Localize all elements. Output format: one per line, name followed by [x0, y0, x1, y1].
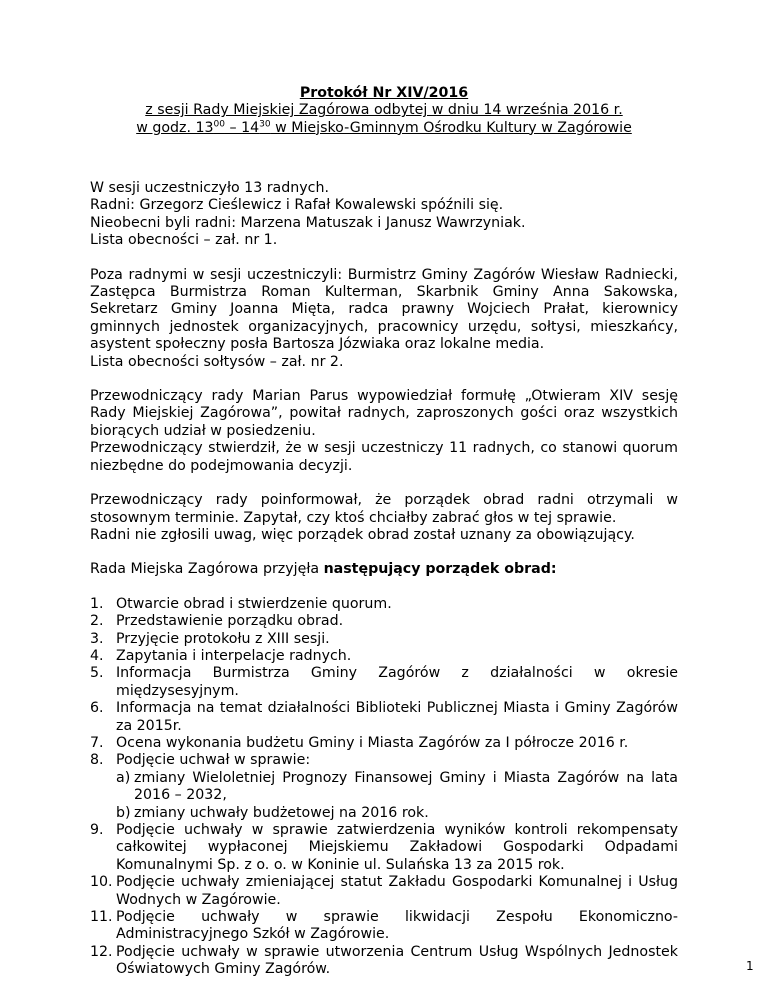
document-title: Protokół Nr XIV/2016 [299, 85, 469, 101]
session-time-place-line: w godz. $13^{00} - 14^{30}$ w Miejsko-Gminnym Ośrodku Kultury w Zagórowie [136, 119, 632, 136]
agenda-subitem: a) zmiany Wieloletniej Prognozy Finansowej Gminy i Miasta Zagórów na lata 2016 – 2032, [116, 769, 678, 804]
agenda-item: 6. Informacja na temat działalności Biblioteki Publicznej Miasta i Gminy Zagórów za 2015r. [90, 700, 678, 734]
agenda-item: 9. Podjęcie uchwały w sprawie zatwierdzenia wyników kontroli rekompensaty całkowitej wypłaconej Miejskiemu Zakładowi Gospodarki Odpadami Komunalnymi Sp. z o. o. w Koninie ul. Sulańska 13 za 2015 rok. [90, 822, 678, 873]
agenda-item: 12. Podjęcie uchwały w sprawie utworzenia Centrum Usług Wspólnych Jednostek Oświatowych Gminy Zagórów. [90, 943, 678, 978]
agenda-sublist [116, 770, 678, 822]
agenda-item: 2. Przedstawienie porządku obrad. [90, 613, 344, 630]
agenda-intro: Rada Miejska Zagórowa przyjęła następujący porządek obrad: [90, 561, 557, 578]
agenda-item: 8. Podjęcie uchwał w sprawie: a) zmiany Wieloletniej Prognozy Finansowej Gminy i Miasta Zagórów na lata 2016 – 2032, b) zmiany uchwały budżetowej na 2016 rok. [90, 752, 678, 821]
agenda-item: 3. Przyjęcie protokołu z XIII sesji. [90, 630, 330, 647]
agenda-item: 10. Podjęcie uchwały zmieniającej statut Zakładu Gospodarki Komunalnej i Usług Wodnych w Zagórowie. [90, 874, 678, 908]
agenda-item: 4. Zapytania i interpelacje radnych. [90, 647, 352, 664]
page-number: 1 [746, 959, 754, 973]
opening-paragraph: Przewodniczący rady Marian Parus wypowiedział formułę „Otwieram XIV sesję Rady Miejskiej Zagórowa”, powitał radnych, zaproszonych gości oraz wszystkich biorących udział w posiedzeniu. Przewodniczący stwierdził, że w sesji uczestniczy 11 radnych, co stanowi quorum niezbędne do podejmowania decyzji. [90, 388, 678, 474]
agenda-subitem: b) zmiany uchwały budżetowej na 2016 rok. [116, 804, 429, 821]
agenda-item: 11. Podjęcie uchwały w sprawie likwidacji Zespołu Ekonomiczno-Administracyjnego Szkół w Zagórowie. [90, 909, 678, 943]
agenda-item: 1. Otwarcie obrad i stwierdzenie quorum. [90, 595, 392, 612]
guests-paragraph: Poza radnymi w sesji uczestniczyli: Burmistrz Gminy Zagórów Wiesław Radniecki, Zastępca Burmistrza Roman Kulterman, Skarbnik Gminy Anna Sakowska, Sekretarz Gminy Joanna Mięta, radca prawny Wojciech Prałat, kierownicy gminnych jednostek organizacyjnych, pracownicy urzędu, sołtysi, mieszkańcy, asystent społeczny posła Bartosza Józwiaka oraz lokalne media. Lista obecności sołtysów – zał. nr 2. [90, 266, 678, 370]
agenda-item: 7. Ocena wykonania budżetu Gminy i Miasta Zagórów za I półrocze 2016 r. [90, 734, 629, 751]
session-info-line: z sesji Rady Miejskiej Zagórowa odbytej w dniu 14 września 2016 r. [145, 102, 623, 119]
agenda-approval-paragraph: Przewodniczący rady poinformował, że porządek obrad radni otrzymali w stosownym terminie. Zapytał, czy ktoś chciałby zabrać głos w tej sprawie. Radni nie zgłosili uwag, więc porządek obrad został uznany za obowiązujący. [90, 492, 678, 543]
agenda-list [90, 596, 678, 979]
agenda-item: 5. Informacja Burmistrza Gminy Zagórów z działalności w okresie międzysesyjnym. [90, 665, 678, 699]
document-body [90, 180, 678, 979]
attendance-paragraph: W sesji uczestniczyło 13 radnych. Radni: Grzegorz Cieślewicz i Rafał Kowalewski spóźnili się. Nieobecni byli radni: Marzena Matuszak i Janusz Wawrzyniak. Lista obecności – zał. nr 1. [90, 180, 526, 249]
document-header [90, 85, 678, 137]
